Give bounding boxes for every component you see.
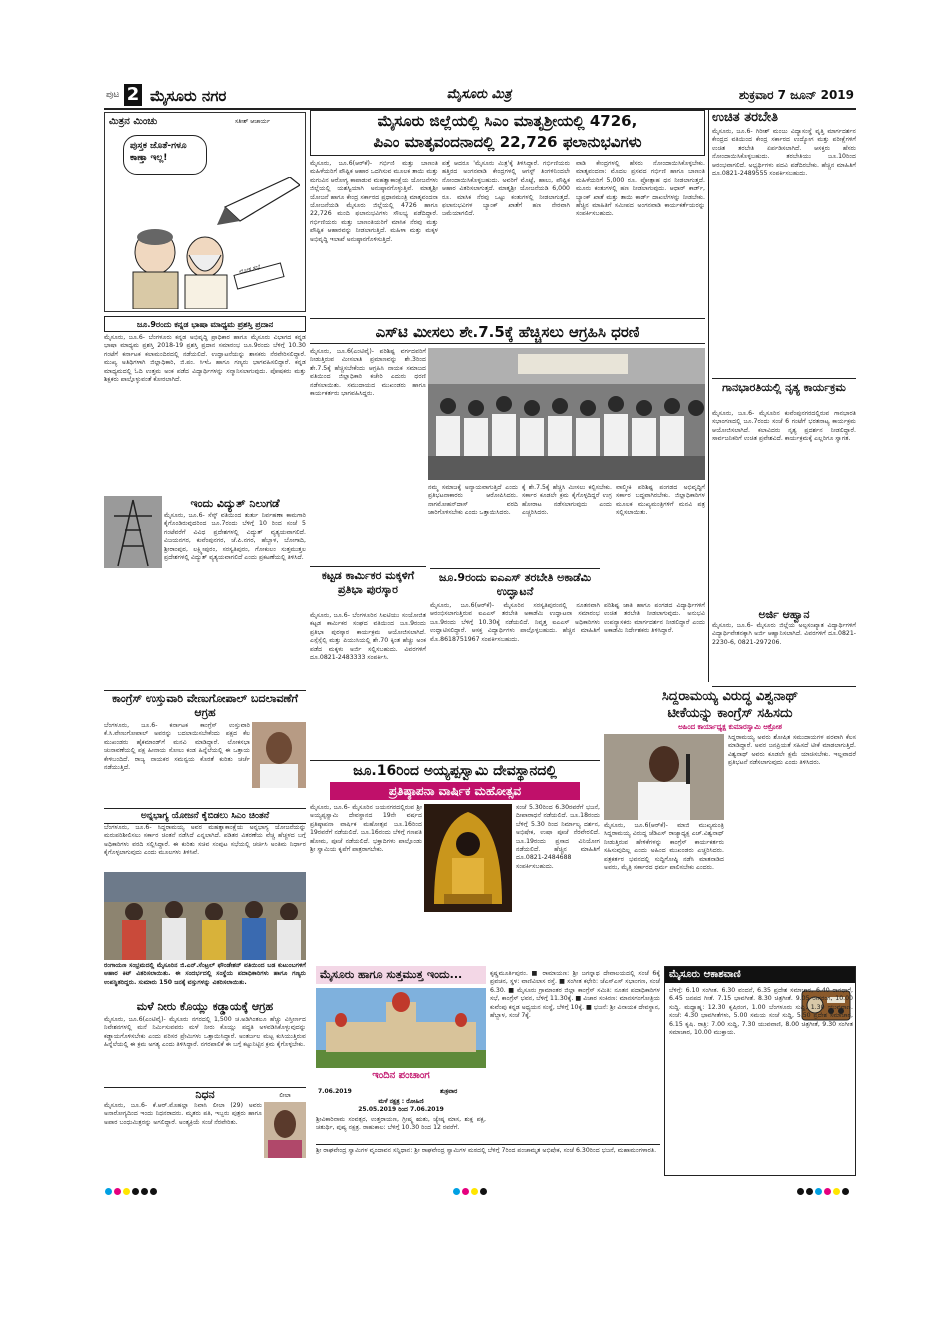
radio-body: ಬೆಳಿಗ್ಗೆ: 6.10 ಸಂಗೀತ. 6.30 ವಂದನೆ, 6.35 ಪ್ರದೇಶ ಸಮಾಚಾರ, 6.40 ರಾಗಧಾರೆ, 6.45 ಜನಪದ ಗೀತೆ. 7.15 ಭಾವಗೀತೆ. 8.30 ಚಿತ್ರಗೀತೆ. 9.05 ರಾಗರಂಗ, 10.00 ಸುದ್ದಿ. ಮಧ್ಯಾಹ್ನ: 12.30 ಕೃಷಿರಂಗ, 1.00 ಬೆಂಗಳೂರು ಸುದ್ದಿ, 1.30 ಯುವವಾಣಿ. ಸಂಜೆ: 4.30 ಭಾವಗೀತೆಗಳು, 5.00 ಸಮಯ ಸಂಜೆ ಸುದ್ದಿ, 5.50 ಪ್ರದೇಶ ಸಮಾಚಾರ, 6.15 ಕೃಷಿ. ರಾತ್ರಿ: 7.00 ಸುದ್ದಿ, 7.30 ಯುವವಾಣಿ, 8.00 ಚಿತ್ರಗೀತೆ, 9.30 ಸಂಗೀತ ಸಮಾಚಾರ, 10.00 ಮುಕ್ತಾಯ.	[669, 987, 853, 1037]
anna-headline: ಅನ್ನಭಾಗ್ಯ ಯೋಜನೆ ಕೈಬಿಡಲು ಸಿಎಂ ಚಿಂತನೆ	[104, 808, 306, 824]
st-col2: ನಮ್ಮ ಸಮಾಜಕ್ಕೆ ಅನ್ಯಾಯವಾಗುತ್ತಿದೆ ಎಂದು ಪ್ರತಿಭಟನಾಕಾರರು ಆರೋಪಿಸಿದರು. ನಾಗಮೋಹನ್‌ದಾಸ್ ವರದಿ ಜಾರಿಗೊಳಿಸಬೇಕು ಎಂದು ಒತ್ತಾಯಿಸಿದರು.	[428, 484, 518, 517]
radio-title: ಮೈಸೂರು ಆಕಾಶವಾಣಿ	[665, 967, 855, 983]
siddu-col2: ಸಿದ್ದರಾಮಯ್ಯ ಅವರು ಶೋಷಿತ ಸಮುದಾಯಗಳ ಪರವಾಗಿ ಕೆಲಸ ಮಾಡಿದ್ದಾರೆ. ಅವರ ಜನಪ್ರಿಯತೆ ಸಹಿಸದೆ ಟೀಕೆ ಮಾಡಲಾಗುತ್ತಿದೆ. ವಿಶ್ವನಾಥ್ ಅವರು ಕೂಡಲೇ ಕ್ಷಮೆ ಯಾಚಿಸಬೇಕು. ಇಲ್ಲವಾದರೆ ಪ್ರತಿಭಟನೆ ನಡೆಸಲಾಗುವುದು ಎಂದು ತಿಳಿಸಿದರು.	[728, 734, 856, 767]
siddu-headline-line2: ಟೀಕೆಯನ್ನು ಕಾಂಗ್ರೆಸ್ ಸಹಿಸದು	[667, 706, 793, 721]
radio-box	[664, 966, 856, 1176]
congress-body: ಬೆಂಗಳೂರು, ಜೂ.6- ಕರ್ನಾಟಕ ಕಾಂಗ್ರೆಸ್ ಉಸ್ತುವಾರಿ ಕೆ.ಸಿ.ವೇಣುಗೋಪಾಲ್ ಅವರನ್ನು ಬದಲಾಯಿಸಬೇಕೆಂದು ಪಕ್ಷದ ಕೆಲ ಮುಖಂಡರು ಹೈಕಮಾಂಡ್‌ಗೆ ಮನವಿ ಮಾಡಿದ್ದಾರೆ. ಲೋಕಸಭಾ ಚುನಾವಣೆಯಲ್ಲಿ ಪಕ್ಷ ಹೀನಾಯ ಸೋಲು ಕಂಡ ಹಿನ್ನೆಲೆಯಲ್ಲಿ ಈ ಒತ್ತಾಯ ಕೇಳಿಬಂದಿದೆ. ರಾಜ್ಯ ನಾಯಕರ ಸಮನ್ವಯ ಕೊರತೆ ಕುರಿತು ಚರ್ಚೆ ನಡೆಯುತ್ತಿದೆ.	[104, 722, 250, 772]
right-col-rule	[708, 110, 709, 682]
bubble-text: ಪುಸ್ತಕ ಜೊತೆ-ಗಳೂ ಕಾಣ್ತಾ ಇಲ್ಲ!	[130, 141, 187, 163]
registration-marks-right	[796, 1180, 850, 1199]
speech-bubble	[123, 135, 207, 175]
free-training-body: ಮೈಸೂರು, ಜೂ.6- ಗಿರೀಶ್ ಮಂಜು ವಿದ್ಯಾಸಂಸ್ಥೆ ವೃತ್ತಿ ಮಾರ್ಗದರ್ಶನ ಕೇಂದ್ರದ ವತಿಯಿಂದ ಕೇಂದ್ರ ಸರ್ಕಾರದ ಉದ್ಯೋಗ ಮತ್ತು ಪರೀಕ್ಷೆಗಳಿಗೆ ಉಚಿತ ತರಬೇತಿ ಏರ್ಪಡಿಸಲಾಗಿದೆ. ಆಸಕ್ತರು ಹೆಸರು ನೋಂದಾಯಿಸಿಕೊಳ್ಳಬಹುದು. ತರಬೇತಿಯು ಜೂ.10ರಿಂದ ಆರಂಭವಾಗಲಿದೆ. ಅಭ್ಯರ್ಥಿಗಳು ಪದವಿ ಪಡೆದಿರಬೇಕು. ಹೆಚ್ಚಿನ ಮಾಹಿತಿಗೆ ದೂ.0821-2489555 ಸಂಪರ್ಕಿಸಬಹುದು.	[712, 128, 856, 178]
dance-title: ಗಾನಭಾರತಿಯಲ್ಲಿ ನೃತ್ಯ ಕಾರ್ಯಕ್ರಮ	[712, 378, 856, 395]
cartoon-tag: ಲೋಕ ಸಭೆ	[238, 263, 262, 276]
cartoon-title: ಮಿತ್ರನ ಮಿಂಚು	[109, 116, 158, 127]
around-event-bottom: ಶ್ರೀ ರಾಘವೇಂದ್ರ ಸ್ವಾಮಿಗಳ ವೃಂದಾವನ ಸನ್ನಿಧಾನ: ಶ್ರೀ ರಾಘವೇಂದ್ರ ಸ್ವಾಮಿಗಳ ಮಠದಲ್ಲಿ ಬೆಳಿಗ್ಗೆ 7ರಿಂದ ಪಂಚಾಮೃತ ಅಭಿಷೇಕ, ಸಂಜೆ 6.30ರಿಂದ ಭಜನೆ, ಮಹಾಮಂಗಳಾರತಿ.	[316, 1144, 660, 1174]
obit-body: ಮೈಸೂರು, ಜೂ.6- ಕೆ.ಆರ್.ಮೊಹಲ್ಲಾ ನಿವಾಸಿ ಲೀಲಾ (29) ಅವರು ಅನಾರೋಗ್ಯದಿಂದ ಇಂದು ನಿಧನರಾದರು. ಮೃತರು ಪತಿ, ಇಬ್ಬರು ಪುತ್ರರು ಹಾಗೂ ಅಪಾರ ಬಂಧುಮಿತ್ರರನ್ನು ಅಗಲಿದ್ದಾರೆ. ಅಂತ್ಯಕ್ರಿಯೆ ಸಂಜೆ ನೆರವೇರಿತು.	[104, 1102, 262, 1126]
lead-col2: ಪತ್ತೆ ಆದರೂ 'ಮೈಸೂರು ಮಿತ್ರ'ಕ್ಕೆ ತಿಳಿಸಿದ್ದಾರೆ. ಗರ್ಭಿಣಿಯರು ಹತ್ತಿರದ ಅಂಗನವಾಡಿ ಕೇಂದ್ರಗಳಲ್ಲಿ ಆಗಸ್ಟ್ ತಿಂಗಳಿನಿಂದಲೇ ನೋಂದಾಯಿಸಿಕೊಳ್ಳಬಹುದು. ಅವರಿಗೆ ಮೊಟ್ಟೆ, ಹಾಲು, ಪೌಷ್ಟಿಕ ಆಹಾರ ವಿತರಿಸಲಾಗುತ್ತದೆ. ಮಾತೃಶ್ರೀ ಯೋಜನೆಯಡಿ 6,000 ರೂ. ಮಾಸಿಕ ನೆರವು ಒಟ್ಟು ಕಂತುಗಳಲ್ಲಿ ನೀಡಲಾಗುತ್ತದೆ. ಫಲಾನುಭವಿಗಳ ಬ್ಯಾಂಕ್ ಖಾತೆಗೆ ಹಣ ನೇರವಾಗಿ ಜಮೆಯಾಗಲಿದೆ.	[442, 160, 570, 218]
food-kit-caption: ರಂಗಾಯಣ ಸಂಭ್ರಮದಲ್ಲಿ ಮೈಸೂರಿನ ಜಿ.ಎನ್.ಸೆಂಟ್ರಲ್ ಫೌಂಡೇಶನ್ ವತಿಯಿಂದ ಬಡ ಕುಟುಂಬಗಳಿಗೆ ಆಹಾರ ಕಿಟ್ ವಿತರಿಸಲಾಯಿತು. ಈ ಸಂದರ್ಭದಲ್ಲಿ ಸಂಸ್ಥೆಯ ಪದಾಧಿಕಾರಿಗಳು ಹಾಗೂ ಗಣ್ಯರು ಉಪಸ್ಥಿತರಿದ್ದರು. ಸುಮಾರು 150 ಜನಕ್ಕೆ ವಸ್ತುಗಳನ್ನು ವಿತರಿಸಲಾಯಿತು.	[104, 962, 306, 986]
st-headline: ಎಸ್‌ಟಿ ಮೀಸಲು ಶೇ.7.5ಕ್ಕೆ ಹೆಚ್ಚಿಸಲು ಆಗ್ರಹಿಸಿ ಧರಣಿ	[310, 318, 705, 344]
page-number: 2	[124, 84, 142, 106]
ias-col2: ಪರಿಶಿಷ್ಟ ಜಾತಿ ಹಾಗೂ ಪಂಗಡದ ವಿದ್ಯಾರ್ಥಿಗಳಿಗೆ ಉಚಿತ ತರಬೇತಿ ನೀಡಲಾಗುವುದು. ಅನುಭವಿ ಉಪನ್ಯಾಸಕರು ಮಾರ್ಗದರ್ಶನ ನೀಡಲಿದ್ದಾರೆ ಎಂದು ಅಕಾಡೆಮಿ ನಿರ್ದೇಶಕರು ತಿಳಿಸಿದ್ದಾರೆ.	[604, 602, 705, 635]
obit-title: ನಿಧನ	[104, 1087, 306, 1102]
free-training-title: ಉಚಿತ ತರಬೇತಿ	[712, 110, 778, 125]
protest-photo	[428, 348, 705, 480]
dance-body: ಮೈಸೂರು, ಜೂ.6- ಮೈಸೂರಿನ ಕುವೆಂಪುನಗರದಲ್ಲಿರುವ ಗಾನಭಾರತಿ ಸಭಾಂಗಣದಲ್ಲಿ ಜೂ.7ರಂದು ಸಂಜೆ 6 ಗಂಟೆಗೆ ಭರತನಾಟ್ಯ ಕಾರ್ಯಕ್ರಮ ಆಯೋಜಿಸಲಾಗಿದೆ. ಕಲಾವಿದರು ನೃತ್ಯ ಪ್ರದರ್ಶನ ನೀಡಲಿದ್ದಾರೆ. ಸಾರ್ವಜನಿಕರಿಗೆ ಉಚಿತ ಪ್ರವೇಶವಿದೆ. ಕಾರ್ಯಕ್ರಮಕ್ಕೆ ಎಲ್ಲರಿಗೂ ಸ್ವಾಗತ.	[712, 410, 856, 443]
rain-headline: ಮಳೆ ನೀರು ಕೊಯ್ಲು ಕಡ್ಡಾಯಕ್ಕೆ ಆಗ್ರಹ	[136, 1000, 274, 1013]
application-title: ಅರ್ಜಿ ಆಹ್ವಾನ	[758, 608, 810, 621]
ayyappa-subhead: ಪ್ರತಿಷ್ಠಾಪನಾ ವಾರ್ಷಿಕ ಮಹೋತ್ಸವ	[330, 782, 580, 800]
palace-photo	[316, 988, 486, 1068]
ayyappa-headline: ಜೂ.16ರಿಂದ ಅಯ್ಯಪ್ಪಸ್ವಾಮಿ ದೇವಸ್ಥಾನದಲ್ಲಿ	[310, 760, 600, 779]
lead-headline-line2: ಪಿಎಂ ಮಾತೃವಂದನಾದಲ್ಲಿ 22,726 ಫಲಾನುಭವಿಗಳು	[373, 133, 642, 151]
panchanga-range: 25.05.2019 ರಿಂದ 7.06.2019	[358, 1106, 444, 1113]
masthead: ಮೈಸೂರು ಮಿತ್ರ	[446, 87, 512, 102]
siddu-headline-line1: ಸಿದ್ದರಾಮಯ್ಯ ವಿರುದ್ಧ ವಿಶ್ವನಾಥ್	[661, 689, 799, 704]
kannada-body: ಮೈಸೂರು, ಜೂ.6- ಬೆಂಗಳೂರು ಕನ್ನಡ ಅಭಿವೃದ್ಧಿ ಪ್ರಾಧಿಕಾರ ಹಾಗೂ ಮೈಸೂರು ವಿಭಾಗದ ಕನ್ನಡ ಭಾಷಾ ಮಾಧ್ಯಮ ಪ್ರಶಸ್ತಿ 2018-19 ಪ್ರಶಸ್ತಿ ಪ್ರದಾನ ಸಮಾರಂಭ ಜೂ.9ರಂದು ಬೆಳಿಗ್ಗೆ 10.30 ಗಂಟೆಗೆ ಕರ್ನಾಟಕ ಕಲಾಮಂದಿರದಲ್ಲಿ ನಡೆಯಲಿದೆ. ಉದ್ಘಾಟನೆಯನ್ನು ಶಾಸಕರು ನೆರವೇರಿಸಲಿದ್ದಾರೆ. ಮುಖ್ಯ ಅತಿಥಿಗಳಾಗಿ ಜಿಲ್ಲಾಧಿಕಾರಿ, ಜಿ.ಪಂ. ಸಿಇಓ ಹಾಗೂ ಗಣ್ಯರು ಭಾಗವಹಿಸಲಿದ್ದಾರೆ. ಕನ್ನಡ ಮಾಧ್ಯಮದಲ್ಲಿ ಓದಿ ಉತ್ತಮ ಅಂಕ ಪಡೆದ ವಿದ್ಯಾರ್ಥಿಗಳನ್ನು ಸನ್ಮಾನಿಸಲಾಗುವುದು. ಪೋಷಕರು ಮತ್ತು ಶಿಕ್ಷಕರು ಪಾಲ್ಗೊಳ್ಳುವಂತೆ ಕೋರಲಾಗಿದೆ.	[104, 334, 306, 384]
st-col1: ಮೈಸೂರು, ಜೂ.6(ಎಂಟಿವೈ)- ಪರಿಶಿಷ್ಟ ವರ್ಗದವರಿಗೆ ನೀಡುತ್ತಿರುವ ಮೀಸಲಾತಿ ಪ್ರಮಾಣವನ್ನು ಶೇ.3ರಿಂದ ಶೇ.7.5ಕ್ಕೆ ಹೆಚ್ಚಿಸಬೇಕೆಂದು ಆಗ್ರಹಿಸಿ ನಾಯಕ ಸಮಾಜದ ವತಿಯಿಂದ ಜಿಲ್ಲಾಧಿಕಾರಿ ಕಚೇರಿ ಎದುರು ಧರಣಿ ನಡೆಸಲಾಯಿತು. ಸಮುದಾಯದ ಮುಖಂಡರು ಹಾಗೂ ಕಾರ್ಯಕರ್ತರು ಭಾಗವಹಿಸಿದ್ದರು.	[310, 348, 426, 398]
anna-body: ಬೆಂಗಳೂರು, ಜೂ.6- ಸಿದ್ದರಾಮಯ್ಯ ಅವರ ಮಹತ್ವಾಕಾಂಕ್ಷೆಯ ಅನ್ನಭಾಗ್ಯ ಯೋಜನೆಯನ್ನು ಮರುಪರಿಶೀಲಿಸಲು ಸರ್ಕಾರ ಚಿಂತನೆ ನಡೆಸಿದೆ ಎನ್ನಲಾಗಿದೆ. ಪಡಿತರ ವಿತರಣೆಯ ವೆಚ್ಚ ಹೆಚ್ಚಳದ ಬಗ್ಗೆ ಅಧಿಕಾರಿಗಳು ವರದಿ ಸಲ್ಲಿಸಿದ್ದಾರೆ. ಈ ಕುರಿತು ಸಚಿವ ಸಂಪುಟ ಸಭೆಯಲ್ಲಿ ಚರ್ಚಿಸಿ ಅಂತಿಮ ನಿರ್ಧಾರ ಕೈಗೊಳ್ಳಲಾಗುವುದು ಎಂದು ಮೂಲಗಳು ತಿಳಿಸಿವೆ.	[104, 824, 306, 857]
panchanga-body: ಶ್ರೀವಿಕಾರಿನಾಮ ಸಂವತ್ಸರ, ಉತ್ತರಾಯಣ, ಗ್ರೀಷ್ಮ ಋತು, ಜ್ಯೇಷ್ಠ ಮಾಸ, ಶುಕ್ಲ ಪಕ್ಷ, ಚತುರ್ಥಿ, ಪುಷ್ಯ ನಕ್ಷತ್ರ. ರಾಹುಕಾಲ: ಬೆಳಿಗ್ಗೆ 10.30 ರಿಂದ 12 ರವರೆಗೆ.	[316, 1116, 486, 1132]
divider	[104, 690, 306, 691]
cartoon-artist: ಸತೀಶ್ ಆಚಾರ್ಯ	[235, 118, 270, 125]
venugopal-photo	[252, 722, 306, 788]
registration-marks-mid	[452, 1180, 488, 1199]
siddu-headline	[604, 688, 856, 732]
lead-headline-line1: ಮೈಸೂರು ಜಿಲ್ಲೆಯಲ್ಲಿ ಸಿಎಂ ಮಾತೃಶ್ರೀಯಲ್ಲಿ 4726,	[377, 112, 638, 130]
section-title: ಮೈಸೂರು ನಗರ	[150, 87, 227, 105]
cartoon-drawing	[115, 177, 300, 309]
siddu-kicker: ಅಹಿಂದ ಕಾರ್ಯಾಧ್ಯಕ್ಷ ಕುಮಾರಸ್ವಾಮಿ ಆಕ್ರೋಶ	[678, 723, 782, 731]
st-col3: ಕ್ಕೆ ಶೇ.7.5ಕ್ಕೆ ಹೆಚ್ಚಿಸಿ ಮೀಸಲು ಕಲ್ಪಿಸಬೇಕು. ಸರ್ಕಾರ ಕೂಡಲೇ ಕ್ರಮ ಕೈಗೊಳ್ಳದಿದ್ದರೆ ಉಗ್ರ ಹೋರಾಟ ನಡೆಸಲಾಗುವುದು ಎಂದು ಎಚ್ಚರಿಸಿದರು.	[522, 484, 612, 517]
panchanga-date: 7.06.2019	[318, 1088, 352, 1095]
page-label: ಪುಟ	[106, 90, 120, 100]
panchanga-day: ಶುಕ್ರವಾರ	[440, 1088, 458, 1095]
power-tower-photo	[104, 496, 162, 568]
kannada-award-article	[104, 316, 306, 494]
registration-marks-left	[104, 1180, 158, 1199]
kattada-headline: ಕಟ್ಟಡ ಕಾರ್ಮಿಕರ ಮಕ್ಕಳಿಗೆ ಪ್ರತಿಭಾ ಪುರಸ್ಕಾರ	[310, 566, 426, 597]
ias-headline: ಜೂ.9ರಂದು ಐಎಎಸ್ ತರಬೇತಿ ಅಕಾಡೆಮಿ ಉದ್ಘಾಟನೆ	[430, 568, 600, 599]
panchanga-nakshatra: ಮಳೆ ನಕ್ಷತ್ರ : ರೋಹಿಣಿ	[378, 1098, 424, 1105]
kumaraswamy-photo	[604, 734, 724, 820]
lead-headline	[310, 110, 705, 156]
rain-body: ಮೈಸೂರು, ಜೂ.6(ಎಂಟಿವೈ)- ಮೈಸೂರು ನಗರದಲ್ಲಿ 1,500 ಚ.ಅಡಿಗಿಂತಲೂ ಹೆಚ್ಚು ವಿಸ್ತೀರ್ಣದ ನಿವೇಶನಗಳಲ್ಲಿ ಮನೆ ನಿರ್ಮಿಸುವವರು ಮಳೆ ನೀರು ಕೊಯ್ಲು ಪದ್ಧತಿ ಅಳವಡಿಸಿಕೊಳ್ಳುವುದನ್ನು ಕಡ್ಡಾಯಗೊಳಿಸಬೇಕು ಎಂದು ಪರಿಸರ ಪ್ರೇಮಿಗಳು ಒತ್ತಾಯಿಸಿದ್ದಾರೆ. ಅಂತರ್ಜಲ ಮಟ್ಟ ಕುಸಿಯುತ್ತಿರುವ ಹಿನ್ನೆಲೆಯಲ್ಲಿ ಈ ಕ್ರಮ ಅಗತ್ಯ ಎಂದು ತಿಳಿಸಿದ್ದಾರೆ. ನಗರಪಾಲಿಕೆ ಈ ಬಗ್ಗೆ ಕಟ್ಟುನಿಟ್ಟಿನ ಕ್ರಮ ಕೈಗೊಳ್ಳಬೇಕು.	[104, 1016, 306, 1049]
ias-body: ಮೈಸೂರು, ಜೂ.6(ಆರ್‌ಕೆ)- ಮೈಸೂರಿನ ಸರಸ್ವತಿಪುರಂನಲ್ಲಿ ನೂತನವಾಗಿ ಆರಂಭಿಸಲಾಗುತ್ತಿರುವ ಐಎಎಸ್ ತರಬೇತಿ ಅಕಾಡೆಮಿ ಉದ್ಘಾಟನಾ ಸಮಾರಂಭ ಜೂ.9ರಂದು ಬೆಳಿಗ್ಗೆ 10.30ಕ್ಕೆ ನಡೆಯಲಿದೆ. ನಿವೃತ್ತ ಐಎಎಸ್ ಅಧಿಕಾರಿಗಳು ಉದ್ಘಾಟಿಸಲಿದ್ದಾರೆ. ಆಸಕ್ತ ವಿದ್ಯಾರ್ಥಿಗಳು ಪಾಲ್ಗೊಳ್ಳಬಹುದು. ಹೆಚ್ಚಿನ ಮಾಹಿತಿಗೆ ಮೊ.8618751967 ಸಂಪರ್ಕಿಸಬಹುದು.	[430, 602, 600, 643]
around-events: ಕೃಷ್ಣಮೂರ್ತಿಪುರಂ. ■ ರಾಮಾಯಣ: ಶ್ರೀ ಜಗನ್ನಾಥ ದೇವಾಲಯದಲ್ಲಿ ಸಂಜೆ 6ಕ್ಕೆ ಪ್ರವಚನ, ಸ್ಥಳ: ವಾಣಿವಿಲಾಸ ರಸ್ತೆ. ■ ಸಂಗೀತ ಕಛೇರಿ: ಜೆಎಸ್‌ಎಸ್ ಸಭಾಂಗಣ, ಸಂಜೆ 6.30. ■ ಮೈಸೂರು ಗ್ರಾಮಾಂತರ ಜಿಲ್ಲಾ ಕಾಂಗ್ರೆಸ್ ಸಮಿತಿ: ನೂತನ ಪದಾಧಿಕಾರಿಗಳ ಸಭೆ, ಕಾಂಗ್ರೆಸ್ ಭವನ, ಬೆಳಿಗ್ಗೆ 11.30ಕ್ಕೆ. ■ ವಿಚಾರ ಸಂಕಿರಣ: ಮಾನಸಗಂಗೋತ್ರಿಯ ಕುವೆಂಪು ಕನ್ನಡ ಅಧ್ಯಯನ ಸಂಸ್ಥೆ, ಬೆಳಿಗ್ಗೆ 10ಕ್ಕೆ. ■ ಭಜನೆ: ಶ್ರೀ ವಿನಾಯಕ ದೇವಸ್ಥಾನ, ಹೆಬ್ಬಾಳ, ಸಂಜೆ 7ಕ್ಕೆ.	[490, 970, 660, 1020]
cartoon-box	[104, 112, 306, 312]
issue-date: ಶುಕ್ರವಾರ 7 ಜೂನ್ 2019	[738, 88, 854, 102]
panchanga-title: ಇಂದಿನ ಪಂಚಾಂಗ	[372, 1070, 430, 1081]
power-headline: ಇಂದು ವಿದ್ಯುತ್ ನಿಲುಗಡೆ	[190, 497, 280, 510]
kattada-body: ಮೈಸೂರು, ಜೂ.6- ಬೆಂಗಳೂರಿನ ಸಿಐಟಿಯು ಸಂಯೋಜಿತ ಕಟ್ಟಡ ಕಾರ್ಮಿಕರ ಸಂಘದ ವತಿಯಿಂದ ಜೂ.9ರಂದು ಪ್ರತಿಭಾ ಪುರಸ್ಕಾರ ಕಾರ್ಯಕ್ರಮ ಆಯೋಜಿಸಲಾಗಿದೆ. ಎಸ್ಸೆಸ್ಸೆಲ್ಸಿ ಮತ್ತು ಪಿಯುಸಿಯಲ್ಲಿ ಶೇ.70 ಕ್ಕಿಂತ ಹೆಚ್ಚು ಅಂಕ ಪಡೆದ ಮಕ್ಕಳು ಅರ್ಜಿ ಸಲ್ಲಿಸಬಹುದು. ವಿವರಗಳಿಗೆ ದೂ.0821-2483333 ಸಂಪರ್ಕಿಸಿ.	[310, 612, 426, 662]
ayyappa-col3: ಸಂಜೆ 5.30ರಿಂದ 6.30ರವರೆಗೆ ಭಜನೆ, ದೀಪಾರಾಧನೆ ನಡೆಯಲಿದೆ. ಜೂ.18ರಂದು ಬೆಳಿಗ್ಗೆ 5.30 ರಿಂದ ನಿರ್ಮಾಲ್ಯ ದರ್ಶನ, ಅಭಿಷೇಕ, ಉಷಾ ಪೂಜೆ ನೆರವೇರಲಿದೆ. ಜೂ.19ರಂದು ಪ್ರಸಾದ ವಿನಿಯೋಗ ನಡೆಯಲಿದೆ. ಹೆಚ್ಚಿನ ಮಾಹಿತಿಗೆ ದೂ.0821-2484688 ಸಂಪರ್ಕಿಸಬಹುದು.	[516, 804, 600, 870]
kannada-headline: ಜೂ.9ರಂದು ಕನ್ನಡ ಭಾಷಾ ಮಾಧ್ಯಮ ಪ್ರಶಸ್ತಿ ಪ್ರದಾನ	[104, 316, 306, 332]
lead-col3: ವಾಡಿ ಕೇಂದ್ರಗಳಲ್ಲಿ ಹೆಸರು ನೋಂದಾಯಿಸಿಕೊಳ್ಳಬೇಕು. ಮಾತೃವಂದನಾ: ಮೊದಲ ಪ್ರಸವದ ಗರ್ಭಿಣಿ ಹಾಗೂ ಬಾಣಂತಿ ಮಹಿಳೆಯರಿಗೆ 5,000 ರೂ. ಪ್ರೋತ್ಸಾಹ ಧನ ನೀಡಲಾಗುತ್ತದೆ. ಮೂರು ಕಂತುಗಳಲ್ಲಿ ಹಣ ನೀಡಲಾಗುವುದು. ಆಧಾರ್ ಕಾರ್ಡ್, ಬ್ಯಾಂಕ್ ಖಾತೆ ಮತ್ತು ತಾಯಿ ಕಾರ್ಡ್ ದಾಖಲೆಗಳನ್ನು ನೀಡಬೇಕು. ಹೆಚ್ಚಿನ ಮಾಹಿತಿಗೆ ಸಮೀಪದ ಅಂಗನವಾಡಿ ಕಾರ್ಯಕರ್ತೆಯರನ್ನು ಸಂಪರ್ಕಿಸಬಹುದು.	[576, 160, 705, 218]
ayyappa-col1: ಮೈಸೂರು, ಜೂ.6- ಮೈಸೂರಿನ ಜಯನಗರದಲ್ಲಿರುವ ಶ್ರೀ ಅಯ್ಯಪ್ಪಸ್ವಾಮಿ ದೇವಸ್ಥಾನದ 19ನೇ ವರ್ಷದ ಪ್ರತಿಷ್ಠಾಪನಾ ವಾರ್ಷಿಕ ಮಹೋತ್ಸವ ಜೂ.16ರಿಂದ 19ರವರೆಗೆ ನಡೆಯಲಿದೆ. ಜೂ.16ರಂದು ಬೆಳಿಗ್ಗೆ ಗಣಪತಿ ಹೋಮ, ಪೂಜೆ ನಡೆಯಲಿದೆ. ಭಕ್ತಾದಿಗಳು ಪಾಲ್ಗೊಂಡು ಶ್ರೀ ಸ್ವಾಮಿಯ ಕೃಪೆಗೆ ಪಾತ್ರರಾಗಬೇಕು.	[310, 804, 422, 854]
obit-photo-label: ಲೀಲಾ	[279, 1092, 291, 1099]
power-body: ಮೈಸೂರು, ಜೂ.6- ಸೆಸ್ಕ್ ವತಿಯಿಂದ ತುರ್ತು ನಿರ್ವಹಣಾ ಕಾಮಗಾರಿ ಕೈಗೊಂಡಿರುವುದರಿಂದ ಜೂ.7ರಂದು ಬೆಳಿಗ್ಗೆ 10 ರಿಂದ ಸಂಜೆ 5 ಗಂಟೆವರೆಗೆ ವಿವಿಧ ಪ್ರದೇಶಗಳಲ್ಲಿ ವಿದ್ಯುತ್ ವ್ಯತ್ಯಯವಾಗಲಿದೆ. ವಿಜಯನಗರ, ಕುವೆಂಪುನಗರ, ಜೆ.ಪಿ.ನಗರ, ಹೆಬ್ಬಾಳ, ಬೋಗಾದಿ, ಶ್ರೀರಾಂಪುರ, ಲಕ್ಷ್ಮೀಪುರಂ, ಸರಸ್ವತಿಪುರಂ, ಗೋಕುಲಂ ಸುತ್ತಮುತ್ತಲ ಪ್ರದೇಶಗಳಲ್ಲಿ ವಿದ್ಯುತ್ ವ್ಯತ್ಯಯವಾಗಲಿದೆ ಎಂದು ಪ್ರಕಟಣೆಯಲ್ಲಿ ತಿಳಿಸಿದೆ.	[164, 512, 306, 562]
siddu-body: ಮೈಸೂರು, ಜೂ.6(ಆರ್‌ಕೆ)- ಮಾಜಿ ಮುಖ್ಯಮಂತ್ರಿ ಸಿದ್ದರಾಮಯ್ಯ ವಿರುದ್ಧ ಜೆಡಿಎಸ್ ರಾಜ್ಯಾಧ್ಯಕ್ಷ ಎಚ್.ವಿಶ್ವನಾಥ್ ನೀಡುತ್ತಿರುವ ಹೇಳಿಕೆಗಳನ್ನು ಕಾಂಗ್ರೆಸ್ ಕಾರ್ಯಕರ್ತರು ಸಹಿಸುವುದಿಲ್ಲ ಎಂದು ಅಹಿಂದ ಮುಖಂಡರು ಎಚ್ಚರಿಸಿದರು. ಪತ್ರಕರ್ತರ ಭವನದಲ್ಲಿ ಸುದ್ದಿಗೋಷ್ಠಿ ನಡೆಸಿ ಮಾತನಾಡಿದ ಅವರು, ಮೈತ್ರಿ ಸರ್ಕಾರದ ಧರ್ಮ ಪಾಲಿಸಬೇಕು ಎಂದರು.	[604, 822, 724, 872]
st-col4: ವಾಲ್ಮೀಕಿ ಪರಿಶಿಷ್ಟ ಪಂಗಡದ ಅಭಿವೃದ್ಧಿಗೆ ಸರ್ಕಾರ ಬದ್ಧವಾಗಿರಬೇಕು. ಜಿಲ್ಲಾಧಿಕಾರಿಗಳ ಮೂಲಕ ಮುಖ್ಯಮಂತ್ರಿಗಳಿಗೆ ಮನವಿ ಪತ್ರ ಸಲ್ಲಿಸಲಾಯಿತು.	[616, 484, 705, 517]
obit-photo	[264, 1102, 306, 1158]
ayyappa-idol-photo	[424, 804, 512, 912]
application-body: ಮೈಸೂರು, ಜೂ.6- ಮೈಸೂರು ಜಿಲ್ಲೆಯ ಅಲ್ಪಸಂಖ್ಯಾತ ವಿದ್ಯಾರ್ಥಿಗಳಿಗೆ ವಿದ್ಯಾರ್ಥಿವೇತನಕ್ಕಾಗಿ ಅರ್ಜಿ ಆಹ್ವಾನಿಸಲಾಗಿದೆ. ವಿವರಗಳಿಗೆ ದೂ.0821-2230-6, 0821-297206.	[712, 622, 856, 646]
food-kit-photo	[104, 872, 306, 960]
page-header	[104, 84, 856, 108]
congress-headline: ಕಾಂಗ್ರೆಸ್ ಉಸ್ತುವಾರಿ ವೇಣುಗೋಪಾಲ್ ಬದಲಾವಣೆಗೆ ಆಗ್ರಹ	[112, 692, 298, 719]
around-headline: ಮೈಸೂರು ಹಾಗೂ ಸುತ್ತಮುತ್ತ ಇಂದು...	[316, 966, 486, 984]
siddu-box	[712, 686, 856, 687]
lead-col1: ಮೈಸೂರು, ಜೂ.6(ಆರ್‌ಕೆ)- ಗರ್ಭಿಣಿ ಮತ್ತು ಬಾಣಂತಿ ಮಹಿಳೆಯರಿಗೆ ಪೌಷ್ಟಿಕ ಆಹಾರ ಒದಗಿಸುವ ಮೂಲಕ ತಾಯಿ ಮತ್ತು ಮಗುವಿನ ಆರೋಗ್ಯ ಕಾಪಾಡುವ ಮಹತ್ವಾಕಾಂಕ್ಷೆಯ ಯೋಜನೆಗಳು ಜಿಲ್ಲೆಯಲ್ಲಿ ಯಶಸ್ವಿಯಾಗಿ ಅನುಷ್ಠಾನಗೊಳ್ಳುತ್ತಿವೆ. ಮಾತೃಶ್ರೀ ಯೋಜನೆ ಹಾಗೂ ಕೇಂದ್ರ ಸರ್ಕಾರದ ಪ್ರಧಾನಮಂತ್ರಿ ಮಾತೃವಂದನಾ ಯೋಜನೆಯಡಿ ಮೈಸೂರು ಜಿಲ್ಲೆಯಲ್ಲಿ 4726 ಹಾಗೂ 22,726 ಮಂದಿ ಫಲಾನುಭವಿಗಳು ಸೌಲಭ್ಯ ಪಡೆದಿದ್ದಾರೆ. ಗರ್ಭಿಣಿಯರು ಮತ್ತು ಬಾಣಂತಿಯರಿಗೆ ಮಾಸಿಕ ನೆರವು ಮತ್ತು ಪೌಷ್ಟಿಕ ಆಹಾರವನ್ನು ನೀಡಲಾಗುತ್ತಿದೆ. ಮಹಿಳಾ ಮತ್ತು ಮಕ್ಕಳ ಅಭಿವೃದ್ಧಿ ಇಲಾಖೆ ಅನುಷ್ಠಾನಗೊಳಿಸುತ್ತಿದೆ.	[310, 160, 438, 243]
